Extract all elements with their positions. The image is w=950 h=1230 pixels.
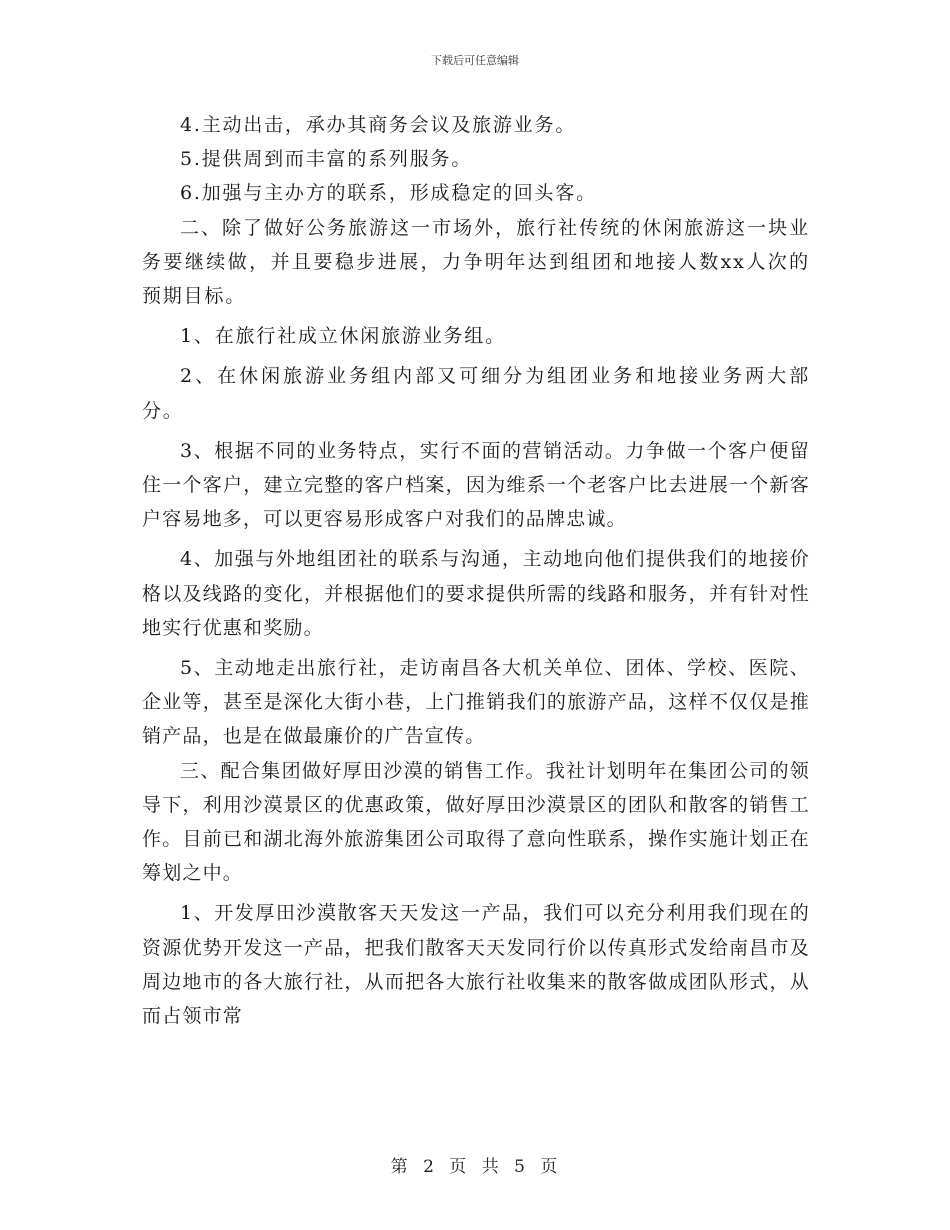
document-body xyxy=(142,108,810,1033)
paragraph-4: 二、除了做好公务旅游这一市场外，旅行社传统的休闲旅游这一块业务要继续做，并且要稳步进展，力争明年达到组团和地接人数xx人次的预期目标。 xyxy=(142,216,810,308)
paragraph-5: 1、在旅行社成立休闲旅游业务组。 xyxy=(180,325,506,348)
paragraph-11: 1、开发厚田沙漠散客天天发这一产品，我们可以充分利用我们现在的资源优势开发这一产品，把我们散客天天发同行价以传真形式发给南昌市及周边地市的各大旅行社，从而把各大旅行社收集来的散客做成团队形式，从而占领市常 xyxy=(142,902,810,1028)
paragraph-7: 3、根据不同的业务特点，实行不面的营销活动。力争做一个客户便留住一个客户，建立完整的客户档案，因为维系一个老客户比去进展一个新客户容易地多，可以更容易形成客户对我们的品牌忠诚。 xyxy=(142,439,810,531)
paragraph-2: 5.提供周到而丰富的系列服务。 xyxy=(180,148,473,171)
paragraph-8: 4、加强与外地组团社的联系与沟通，主动地向他们提供我们的地接价格以及线路的变化，并根据他们的要求提供所需的线路和服务，并有针对性地实行优惠和奖励。 xyxy=(142,548,810,639)
page-header: 下载后可任意编辑 xyxy=(431,54,519,67)
paragraph-3: 6.加强与主办方的联系，形成稳定的回头客。 xyxy=(180,182,597,205)
paragraph-9: 5、主动地走出旅行社，走访南昌各大机关单位、团体、学校、医院、企业等，甚至是深化大街小巷，上门推销我们的旅游产品，这样不仅仅是推销产品，也是在做最廉价的广告宣传。 xyxy=(142,657,810,748)
paragraph-1: 4.主动出击，承办其商务会议及旅游业务。 xyxy=(180,114,577,136)
paragraph-6: 2、在休闲旅游业务组内部又可细分为组团业务和地接业务两大部分。 xyxy=(142,365,810,422)
page-footer: 第 2 页 共 5 页 xyxy=(390,1157,560,1177)
paragraph-10: 三、配合集团做好厚田沙漠的销售工作。我社计划明年在集团公司的领导下，利用沙漠景区的优惠政策，做好厚田沙漠景区的团队和散客的销售工作。目前已和湖北海外旅游集团公司取得了意向性联系，操作实施计划正在筹划之中。 xyxy=(142,759,810,885)
